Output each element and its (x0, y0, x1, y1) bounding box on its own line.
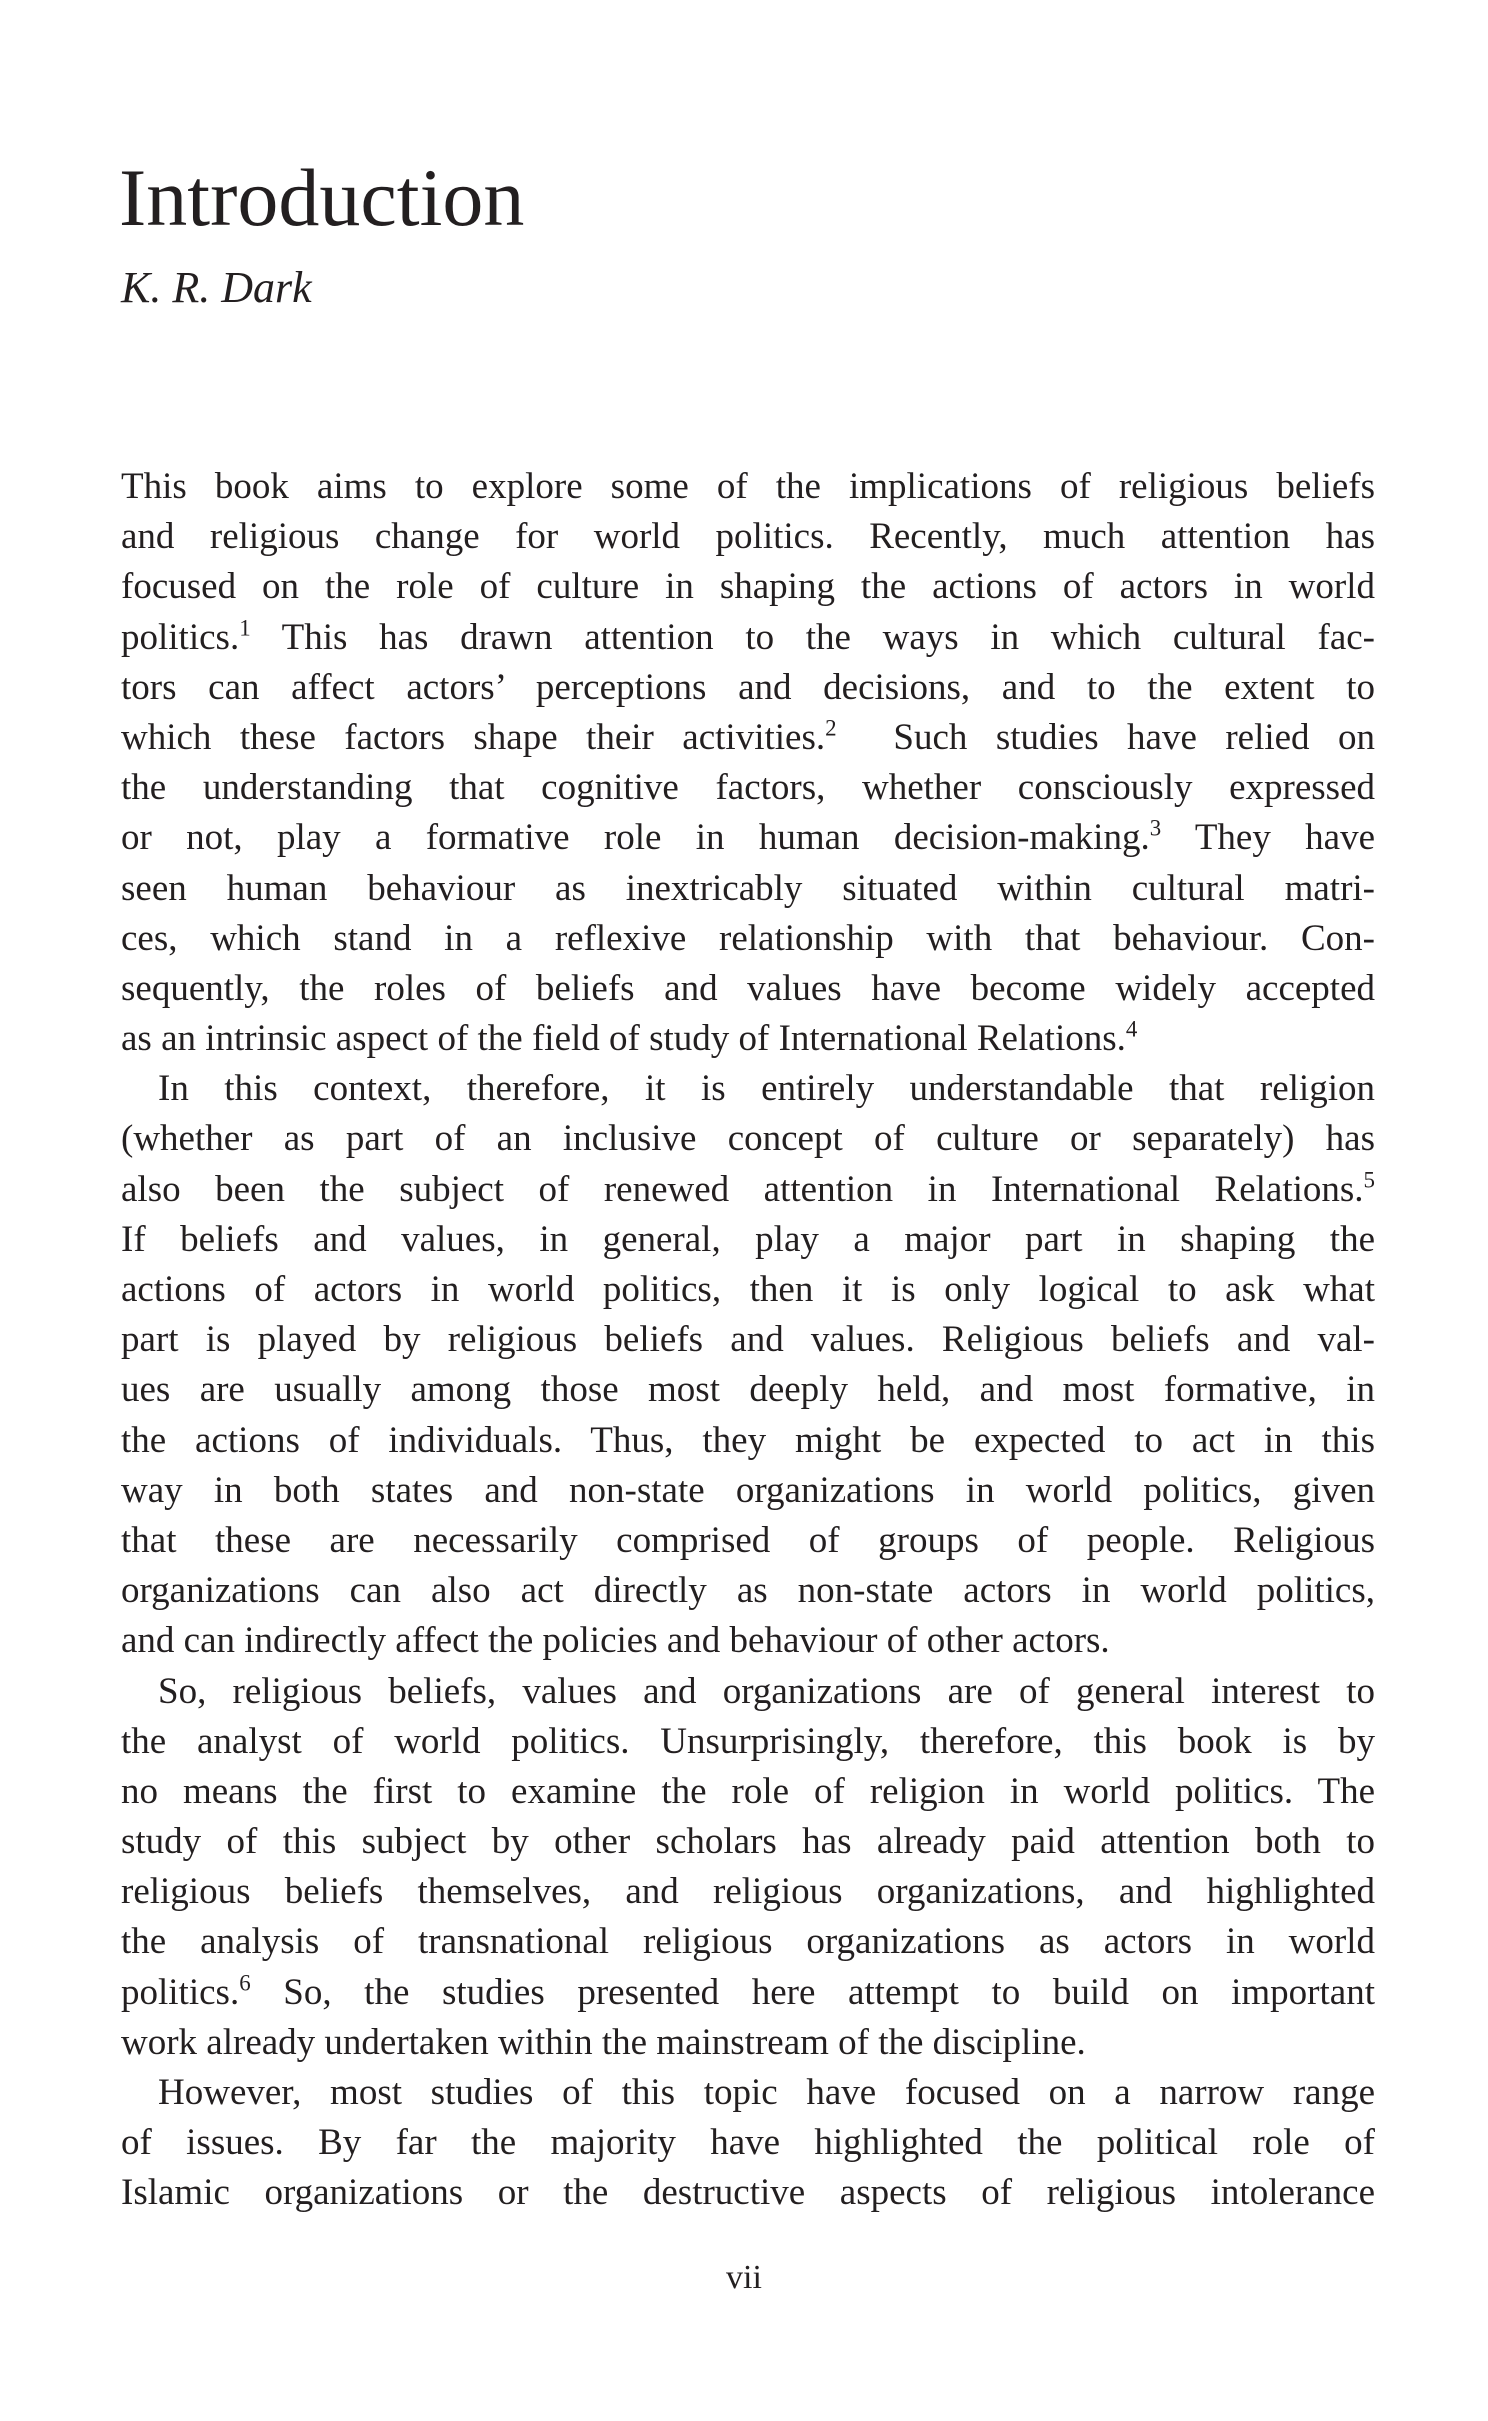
text-line (121, 1064, 1375, 1114)
text-line (121, 2068, 1375, 2118)
text-line (121, 813, 1375, 863)
text-line (121, 562, 1375, 612)
text-line (121, 663, 1375, 713)
footnote-marker: 5 (1363, 1166, 1375, 1192)
text-segment: tors can affect actors’ perceptions and decisions, and to the extent to (121, 666, 1375, 708)
footnote-marker: 1 (239, 614, 251, 640)
footnote-marker: 6 (239, 1969, 251, 1995)
text-segment: This has drawn attention to the ways in which cultural fac- (250, 616, 1375, 658)
chapter-author: K. R. Dark (121, 263, 312, 312)
text-line (121, 1215, 1375, 1265)
text-segment: the analysis of transnational religious organizations as actors in world (121, 1921, 1375, 1963)
text-line (121, 1165, 1375, 1215)
text-line (121, 1365, 1375, 1415)
text-line (121, 1867, 1375, 1917)
text-segment: ces, which stand in a reflexive relationship with that behaviour. Con- (121, 917, 1375, 959)
text-segment: However, most studies of this topic have focused on a narrow range (158, 2072, 1375, 2113)
text-segment: seen human behaviour as inextricably situated within cultural matri- (121, 867, 1375, 909)
text-segment: politics. (121, 616, 240, 658)
text-segment: or not, play a formative role in human decision-making. (121, 817, 1150, 859)
text-segment: part is played by religious beliefs and values. Religious beliefs and val- (121, 1319, 1375, 1361)
chapter-title: Introduction (119, 152, 525, 243)
text-segment: If beliefs and values, in general, play a major part in shaping the (121, 1218, 1375, 1260)
page-number: vii (726, 2259, 762, 2296)
text-line (121, 1566, 1375, 1616)
text-line (121, 613, 1375, 663)
text-segment: also been the subject of renewed attention in International Relations. (121, 1168, 1364, 1210)
text-line (121, 914, 1375, 964)
text-line (121, 864, 1375, 914)
text-segment: the understanding that cognitive factors, whether consciously expressed (121, 767, 1375, 809)
text-segment: This book aims to explore some of the implications of religious beliefs (121, 466, 1375, 507)
text-segment: ues are usually among those most deeply held, and most formative, in (121, 1369, 1375, 1411)
text-segment: study of this subject by other scholars has already paid attention both to (121, 1821, 1375, 1863)
footnote-marker: 3 (1149, 815, 1162, 841)
text-segment: no means the first to examine the role of religion in world politics. The (121, 1770, 1375, 1812)
text-segment: and religious change for world politics. Recently, much attention has (121, 516, 1375, 558)
text-line (121, 1014, 1375, 1064)
text-line (121, 1767, 1375, 1817)
text-segment: of issues. By far the majority have highlighted the political role of (121, 2122, 1375, 2164)
text-line (121, 2118, 1375, 2168)
text-line (121, 462, 1375, 512)
body-text (121, 462, 1375, 2219)
text-segment: So, religious beliefs, values and organizations are of general interest to (158, 1670, 1375, 1712)
text-segment: (whether as part of an inclusive concept of culture or separately) has (121, 1118, 1375, 1160)
text-segment: In this context, therefore, it is entirely understandable that religion (158, 1068, 1375, 1110)
text-line (121, 1667, 1375, 1717)
text-line (121, 1616, 1375, 1666)
text-line (121, 713, 1375, 763)
text-line (121, 512, 1375, 562)
text-line (121, 1516, 1375, 1566)
text-segment: politics. (121, 1971, 240, 2013)
text-line (121, 1416, 1375, 1466)
text-segment: the analyst of world politics. Unsurprisingly, therefore, this book is by (121, 1720, 1375, 1762)
text-segment: sequently, the roles of beliefs and values have become widely accepted (121, 967, 1375, 1009)
footnote-marker: 4 (1125, 1016, 1138, 1042)
text-segment: which these factors shape their activities. (121, 716, 826, 758)
text-line (121, 1265, 1375, 1315)
text-line (121, 1466, 1375, 1516)
text-line (121, 1717, 1375, 1767)
text-segment: work already undertaken within the mainstream of the discipline. (121, 2021, 1086, 2063)
text-line (121, 1968, 1375, 2018)
text-segment: Such studies have relied on (836, 716, 1375, 758)
text-segment: that these are necessarily comprised of groups of people. Religious (121, 1519, 1375, 1561)
footnote-marker: 2 (825, 715, 837, 741)
text-line (121, 964, 1375, 1014)
text-line (121, 763, 1375, 813)
text-segment: and can indirectly affect the policies and behaviour of other actors. (121, 1620, 1110, 1662)
text-segment: as an intrinsic aspect of the field of study of International Relations. (121, 1018, 1126, 1060)
text-line (121, 1917, 1375, 1967)
text-segment: focused on the role of culture in shaping the actions of actors in world (121, 566, 1375, 608)
text-segment: way in both states and non-state organizations in world politics, given (121, 1469, 1375, 1511)
text-line (121, 2018, 1375, 2068)
text-segment: the actions of individuals. Thus, they might be expected to act in this (121, 1419, 1375, 1461)
text-line (121, 2168, 1375, 2218)
text-segment: They have (1161, 817, 1376, 859)
text-line (121, 1315, 1375, 1365)
text-segment: organizations can also act directly as non-state actors in world politics, (121, 1570, 1375, 1612)
text-segment: Islamic organizations or the destructive aspects of religious intolerance (121, 2172, 1375, 2214)
text-segment: religious beliefs themselves, and religious organizations, and highlighted (121, 1871, 1375, 1913)
text-line (121, 1817, 1375, 1867)
text-segment: actions of actors in world politics, then it is only logical to ask what (121, 1269, 1375, 1310)
text-line (121, 1114, 1375, 1164)
text-segment: So, the studies presented here attempt to build on important (250, 1971, 1375, 2013)
